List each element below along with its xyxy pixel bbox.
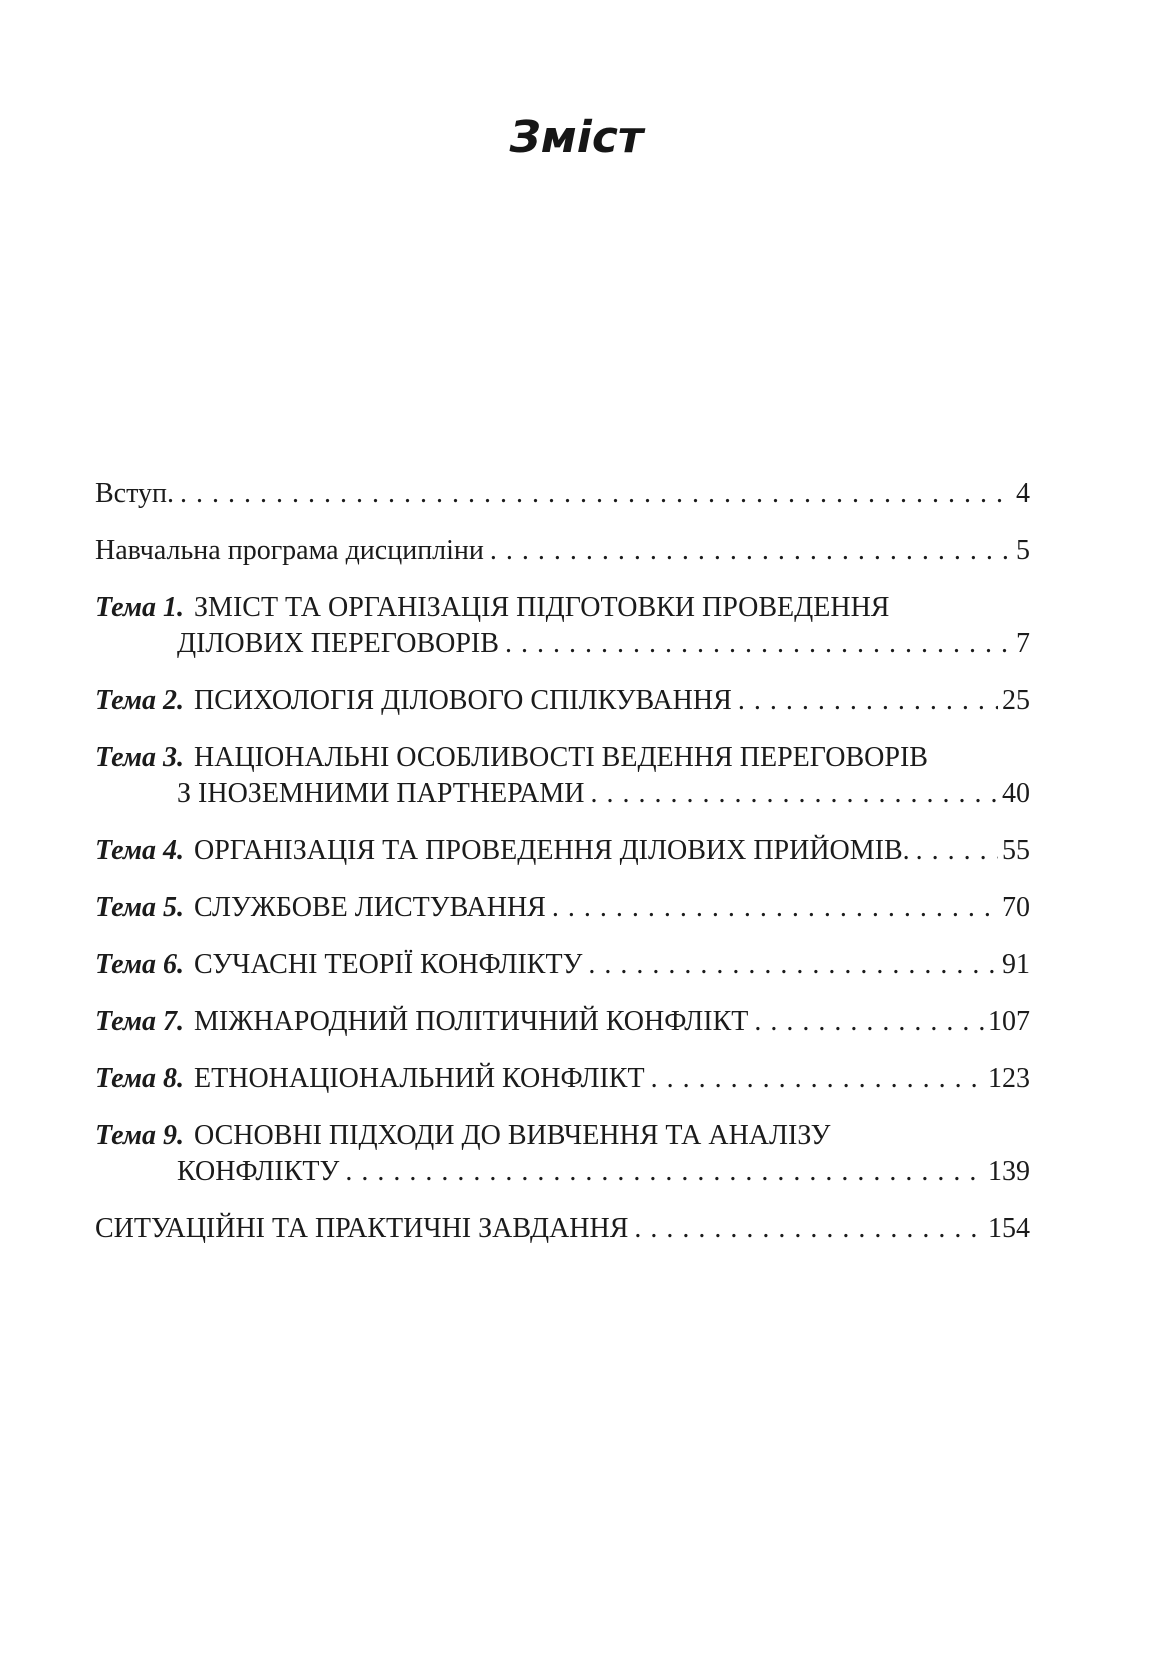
toc-entry-zavdannia xyxy=(95,1211,1030,1247)
toc-entry-label: Тема 7. xyxy=(95,1006,185,1037)
toc-entry-tema-6 xyxy=(95,947,1030,983)
toc-entry-title-line2: ДІЛОВИХ ПЕРЕГОВОРІВ xyxy=(177,628,499,659)
toc-entry-title: ЕТНОНАЦІОНАЛЬНИЙ КОНФЛІКТ xyxy=(194,1063,645,1094)
toc-entry-title: Навчальна програма дисципліни xyxy=(95,535,484,566)
toc-entry-title: ПСИХОЛОГІЯ ДІЛОВОГО СПІЛКУВАННЯ xyxy=(194,685,732,716)
toc-entry-label: Тема 2. xyxy=(95,685,185,716)
toc-entry-tema-3 xyxy=(95,740,1030,812)
toc-entry-tema-1 xyxy=(95,590,1030,662)
toc-line xyxy=(95,683,1030,719)
toc-page-number: 25 xyxy=(1002,685,1030,716)
dot-leader xyxy=(490,533,1012,569)
toc-entry-tema-4 xyxy=(95,833,1030,869)
toc-entry-title: ОСНОВНІ ПІДХОДИ ДО ВИВЧЕННЯ ТА АНАЛІЗУ xyxy=(194,1120,831,1151)
toc-page-number: 123 xyxy=(988,1063,1030,1094)
toc-entry-title: НАЦІОНАЛЬНІ ОСОБЛИВОСТІ ВЕДЕННЯ ПЕРЕГОВОРІВ xyxy=(194,742,928,773)
toc-page-number: 5 xyxy=(1016,535,1030,566)
toc-entry-title-line2: КОНФЛІКТУ xyxy=(177,1156,340,1187)
dot-leader xyxy=(591,776,999,812)
dot-leader xyxy=(916,833,998,869)
dot-leader xyxy=(588,947,998,983)
dot-leader xyxy=(738,683,998,719)
toc-line xyxy=(95,890,1030,926)
toc-line-continuation xyxy=(95,626,1030,662)
toc-entry-label: Тема 1. xyxy=(95,592,185,623)
toc-line-continuation xyxy=(95,776,1030,812)
toc-entry-tema-9 xyxy=(95,1118,1030,1190)
toc-page-number: 4 xyxy=(1016,478,1030,509)
toc-entry-tema-5 xyxy=(95,890,1030,926)
toc-line-continuation xyxy=(95,1154,1030,1190)
toc-page-number: 7 xyxy=(1016,628,1030,659)
toc-page-number: 154 xyxy=(988,1213,1030,1244)
toc-entry-title: МІЖНАРОДНИЙ ПОЛІТИЧНИЙ КОНФЛІКТ xyxy=(194,1006,749,1037)
toc-page-number: 55 xyxy=(1002,835,1030,866)
toc-line xyxy=(95,833,1030,869)
toc-entry-title: Вступ. xyxy=(95,478,174,509)
toc-page-number: 91 xyxy=(1002,949,1030,980)
toc-line xyxy=(95,947,1030,983)
dot-leader xyxy=(505,626,1012,662)
toc-page-number: 139 xyxy=(988,1156,1030,1187)
dot-leader xyxy=(345,1154,984,1190)
toc-line xyxy=(95,590,1030,626)
toc-line xyxy=(95,1004,1030,1040)
toc-line xyxy=(95,1118,1030,1154)
toc-entry-title: ЗМІСТ ТА ОРГАНІЗАЦІЯ ПІДГОТОВКИ ПРОВЕДЕННЯ xyxy=(194,592,890,623)
toc-entry-label: Тема 4. xyxy=(95,835,185,866)
toc-entry-vstup xyxy=(95,476,1030,512)
toc-line xyxy=(95,1061,1030,1097)
dot-leader xyxy=(754,1004,984,1040)
toc-page-number: 40 xyxy=(1002,778,1030,809)
toc-line xyxy=(95,1211,1030,1247)
toc-entry-label: Тема 6. xyxy=(95,949,185,980)
toc-entry-label: Тема 3. xyxy=(95,742,185,773)
toc-line xyxy=(95,533,1030,569)
toc-entry-program xyxy=(95,533,1030,569)
toc-entry-tema-8 xyxy=(95,1061,1030,1097)
toc-entry-label: Тема 8. xyxy=(95,1063,185,1094)
toc-entry-title: СИТУАЦІЙНІ ТА ПРАКТИЧНІ ЗАВДАННЯ xyxy=(95,1213,629,1244)
toc-line xyxy=(95,740,1030,776)
toc-entry-title: СЛУЖБОВЕ ЛИСТУВАННЯ xyxy=(194,892,546,923)
toc-entry-title: ОРГАНІЗАЦІЯ ТА ПРОВЕДЕННЯ ДІЛОВИХ ПРИЙОМІВ. xyxy=(194,835,910,866)
toc-entry-title-line2: З ІНОЗЕМНИМИ ПАРТНЕРАМИ xyxy=(177,778,585,809)
toc-entry-label: Тема 5. xyxy=(95,892,185,923)
page-title: Зміст xyxy=(509,112,644,163)
toc-line xyxy=(95,476,1030,512)
toc-entry-title: СУЧАСНІ ТЕОРІЇ КОНФЛІКТУ xyxy=(194,949,583,980)
toc-page-number: 107 xyxy=(988,1006,1030,1037)
toc-page-number: 70 xyxy=(1002,892,1030,923)
dot-leader xyxy=(180,476,1012,512)
dot-leader xyxy=(634,1211,984,1247)
toc-entry-tema-7 xyxy=(95,1004,1030,1040)
dot-leader xyxy=(651,1061,984,1097)
toc-entry-tema-2 xyxy=(95,683,1030,719)
dot-leader xyxy=(552,890,998,926)
toc-entry-label: Тема 9. xyxy=(95,1120,185,1151)
table-of-contents xyxy=(0,476,1153,1247)
